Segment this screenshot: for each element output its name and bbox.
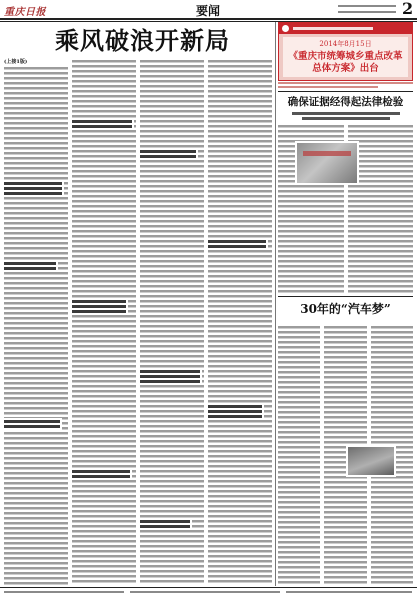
evidence-subheadline-line: [292, 112, 400, 115]
feature-title-line: 总体方案》出台: [312, 63, 379, 74]
page-number: 2: [402, 0, 414, 18]
body-text-column: [208, 60, 272, 585]
subhead-block: [140, 150, 196, 158]
body-text-column: [278, 326, 320, 585]
footer-text-line: [4, 591, 124, 593]
feature-panel: [283, 37, 408, 77]
subhead-block: [72, 470, 130, 478]
footer-rule: [0, 587, 417, 588]
subhead-block: [208, 240, 266, 248]
column-divider: [275, 22, 276, 586]
section-rule: [278, 296, 413, 297]
subhead-block: [140, 520, 190, 528]
car-headline: 30年的“汽车梦”: [300, 302, 391, 316]
subhead-block: [72, 300, 126, 313]
feature-caption-line: [278, 86, 378, 88]
body-text-column: [348, 125, 413, 293]
masthead-logo: 重庆日报: [4, 7, 46, 18]
evidence-subheadline-line: [302, 117, 390, 120]
footer-text-line: [286, 591, 412, 593]
body-text-column: [140, 60, 204, 585]
feature-caption-line: [278, 82, 413, 84]
article-photo: [348, 447, 394, 475]
body-text-column: [72, 60, 136, 585]
header-date-line: [338, 5, 396, 7]
body-text-column: [4, 67, 68, 585]
header-rule: [0, 18, 417, 20]
evidence-headline: 确保证据经得起法律检验: [287, 96, 404, 108]
header-rule-thin: [0, 21, 417, 22]
footer-text-line: [130, 591, 280, 593]
section-rule: [278, 91, 413, 92]
section-title: 要闻: [196, 4, 221, 18]
banner-text-line: [293, 27, 373, 30]
jump-note: (上接1版): [4, 59, 28, 65]
feature-title-line: 《重庆市统筹城乡重点改革: [288, 51, 403, 62]
subhead-block: [4, 420, 60, 428]
subhead-block: [4, 182, 62, 195]
subhead-block: [72, 120, 132, 128]
feature-box: [278, 22, 413, 81]
feature-date: 2014年8月15日: [319, 40, 372, 48]
photo-red-strip: [303, 151, 351, 156]
header-editor-line: [338, 11, 396, 13]
subhead-block: [208, 405, 262, 418]
subhead-block: [140, 370, 200, 383]
subhead-block: [4, 262, 56, 270]
article-photo: [297, 143, 357, 183]
feature-banner: [279, 23, 412, 34]
emblem-icon: [282, 25, 289, 32]
lead-headline: 乘风破浪开新局: [55, 26, 230, 55]
